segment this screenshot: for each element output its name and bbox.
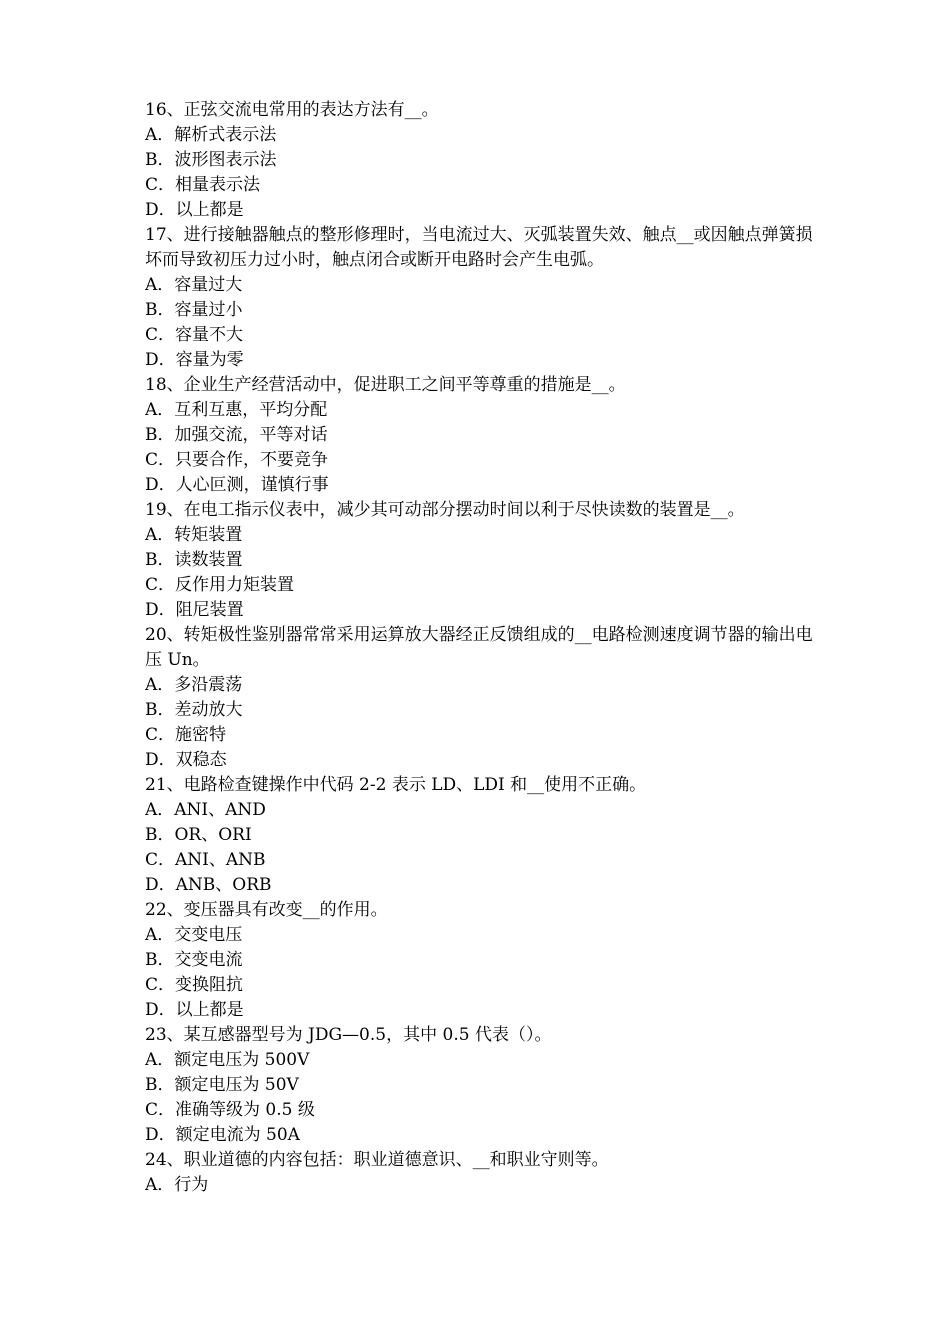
answer-option: C．相量表示法 (145, 175, 261, 195)
answer-option: D．以上都是 (145, 1000, 244, 1020)
question-item (145, 373, 825, 498)
question-item (145, 98, 825, 223)
answer-option: B．交变电流 (145, 950, 243, 970)
answer-option: B．容量过小 (145, 300, 243, 320)
question-item (145, 773, 825, 898)
document-page (145, 98, 825, 1198)
answer-option: D．ANB、ORB (145, 875, 272, 895)
answer-option: D．以上都是 (145, 200, 244, 220)
answer-option: D．容量为零 (145, 350, 244, 370)
question-item (145, 498, 825, 623)
answer-option: C．容量不大 (145, 325, 244, 345)
answer-option: A．容量过大 (145, 275, 243, 295)
answer-option: B．差动放大 (145, 700, 243, 720)
answer-option: D．额定电流为 50A (145, 1125, 300, 1145)
answer-option: A．行为 (145, 1175, 209, 1195)
question-item (145, 1023, 825, 1148)
question-stem: 17、进行接触器触点的整形修理时，当电流过大、灭弧装置失效、触点__或因触点弹簧损坏而导致初压力过小时，触点闭合或断开电路时会产生电弧。 (145, 225, 813, 270)
answer-option: A．多沿震荡 (145, 675, 243, 695)
question-stem: 22、变压器具有改变__的作用。 (145, 900, 388, 920)
question-item (145, 223, 825, 373)
answer-option: C．施密特 (145, 725, 227, 745)
answer-option: C．只要合作，不要竞争 (145, 450, 329, 470)
question-item (145, 898, 825, 1023)
answer-option: A．交变电压 (145, 925, 243, 945)
answer-option: A．ANI、AND (145, 800, 266, 820)
answer-option: C．变换阻抗 (145, 975, 244, 995)
answer-option: A．解析式表示法 (145, 125, 277, 145)
answer-option: D．人心叵测，谨慎行事 (145, 475, 329, 495)
answer-option: B．额定电压为 50V (145, 1075, 299, 1095)
answer-option: D．双稳态 (145, 750, 227, 770)
answer-option: A．互利互惠，平均分配 (145, 400, 328, 420)
question-stem: 21、电路检查键操作中代码 2-2 表示 LD、LDI 和__使用不正确。 (145, 775, 647, 795)
question-stem: 20、转矩极性鉴别器常常采用运算放大器经正反馈组成的__电路检测速度调节器的输出电压 Un。 (145, 625, 813, 670)
answer-option: A．转矩装置 (145, 525, 243, 545)
question-item (145, 1148, 825, 1198)
answer-option: B．OR、ORI (145, 825, 252, 845)
question-stem: 24、职业道德的内容包括：职业道德意识、__和职业守则等。 (145, 1150, 609, 1170)
question-item (145, 623, 825, 773)
question-stem: 23、某互感器型号为 JDG—0.5，其中 0.5 代表（）。 (145, 1025, 552, 1045)
question-stem: 16、正弦交流电常用的表达方法有__。 (145, 100, 439, 120)
answer-option: A．额定电压为 500V (145, 1050, 310, 1070)
answer-option: B．加强交流，平等对话 (145, 425, 328, 445)
answer-option: D．阻尼装置 (145, 600, 244, 620)
question-stem: 18、企业生产经营活动中，促进职工之间平等尊重的措施是__。 (145, 375, 626, 395)
question-stem: 19、在电工指示仪表中，减少其可动部分摆动时间以利于尽快读数的装置是__。 (145, 500, 745, 520)
answer-option: C．准确等级为 0.5 级 (145, 1100, 315, 1120)
answer-option: B．波形图表示法 (145, 150, 277, 170)
answer-option: C．反作用力矩装置 (145, 575, 295, 595)
answer-option: C．ANI、ANB (145, 850, 266, 870)
answer-option: B．读数装置 (145, 550, 243, 570)
